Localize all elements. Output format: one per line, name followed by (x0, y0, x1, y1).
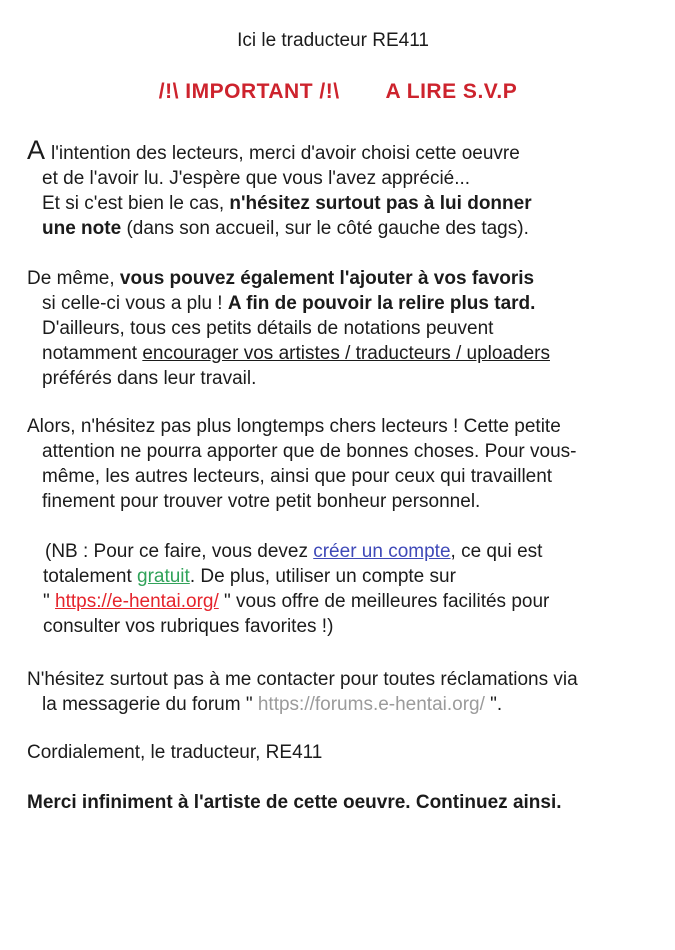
text-segment: totalement (43, 566, 137, 587)
text-segment: A fin de pouvoir la relire plus tard. (227, 293, 536, 314)
text-segment: une note (42, 218, 122, 239)
text-segment: préférés dans leur travail. (42, 368, 257, 389)
text-segment: n'hésitez surtout pas à lui donner (229, 193, 532, 214)
letter-body (27, 135, 649, 815)
text-segment: attention ne pourra apporter que de bonnes choses. Pour vous- (42, 441, 577, 462)
paragraph-signature (27, 740, 649, 765)
text-segment: Merci infiniment à l'artiste de cette oeuvre. Continuez ainsi. (27, 792, 562, 813)
text-segment: vous pouvez également l'ajouter à vos favoris (119, 268, 535, 289)
text-segment: notamment (42, 343, 143, 364)
forums-link[interactable]: https://forums.e-hentai.org/ (257, 694, 485, 715)
text-segment: (dans son accueil, sur le côté gauche des tags). (121, 218, 529, 239)
text-segment: si celle-ci vous a plu ! (42, 293, 228, 314)
read-please-label: A LIRE S.V.P (385, 80, 518, 103)
text-segment: " vous offre de meilleures facilités pour (218, 591, 550, 612)
text-segment: la messagerie du forum " (42, 694, 258, 715)
text-segment: même, les autres lecteurs, ainsi que pour ceux qui travaillent (42, 466, 553, 487)
paragraph-thanks-artist (27, 790, 649, 815)
paragraph-nb-account (27, 539, 649, 639)
text-segment: finement pour trouver votre petit bonheur personnel. (42, 491, 481, 512)
ehentai-link[interactable]: https://e-hentai.org/ (55, 591, 219, 612)
text-segment: Et si c'est bien le cas, (42, 193, 230, 214)
text-segment: . De plus, utiliser un compte sur (189, 566, 456, 587)
paragraph-readers-intro (27, 135, 649, 241)
text-segment: A (27, 135, 52, 165)
paragraph-favorites (27, 266, 649, 391)
important-warning-label: /!\ IMPORTANT /!\ (158, 80, 340, 103)
text-segment: consulter vos rubriques favorites !) (43, 616, 334, 637)
text-segment: ". (484, 694, 503, 715)
text-segment: (NB : Pour ce faire, vous devez (45, 541, 314, 562)
text-segment: Alors, n'hésitez pas plus longtemps chers lecteurs ! Cette petite (27, 416, 561, 437)
text-segment: N'hésitez surtout pas à me contacter pour toutes réclamations via (27, 669, 578, 690)
gratuit-link[interactable]: gratuit (137, 566, 190, 587)
text-segment: encourager vos artistes / traducteurs / uploaders (142, 343, 550, 364)
paragraph-encouragement (27, 414, 649, 514)
text-segment: , ce qui est (450, 541, 543, 562)
page-title: Ici le traducteur RE411 (237, 30, 429, 51)
paragraph-contact (27, 667, 649, 717)
text-segment: Cordialement, le traducteur, RE411 (27, 742, 323, 763)
text-segment: D'ailleurs, tous ces petits détails de notations peuvent (42, 318, 494, 339)
text-segment: " (43, 591, 56, 612)
important-warning-line (27, 80, 649, 104)
create-account-link[interactable]: créer un compte (313, 541, 451, 562)
text-segment: et de l'avoir lu. J'espère que vous l'avez apprécié... (42, 168, 471, 189)
text-segment: l'intention des lecteurs, merci d'avoir choisi cette oeuvre (51, 143, 520, 164)
text-segment: De même, (27, 268, 120, 289)
